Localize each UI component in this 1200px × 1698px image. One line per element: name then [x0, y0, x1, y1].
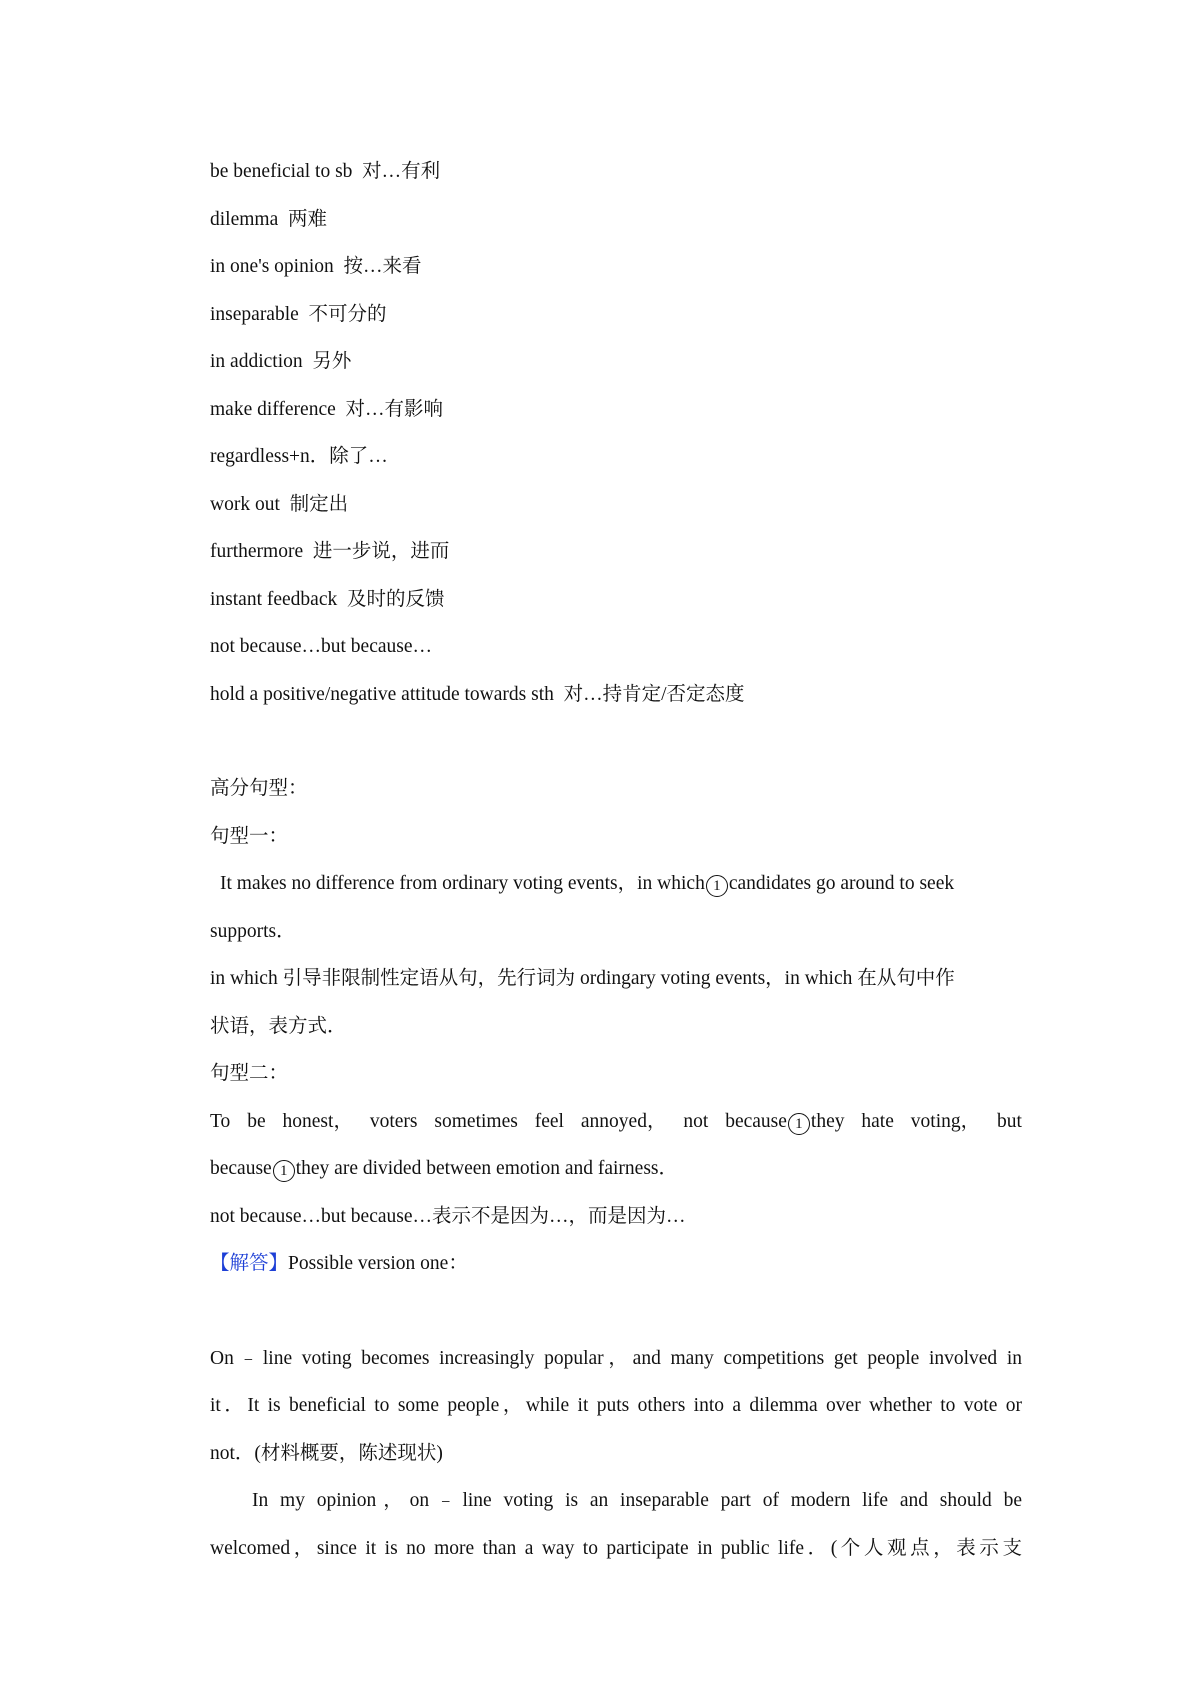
document-body [210, 152, 1022, 1576]
spacer [210, 1292, 1022, 1339]
essay-line: On﹣line voting becomes increasingly popular，and many competitions get people involved in [210, 1347, 1022, 1369]
vocab-en: in one's opinion [210, 256, 334, 277]
sentence-part: they are divided between emotion and fairness． [295, 1158, 679, 1179]
vocab-en: be beneficial to sb [210, 161, 353, 182]
essay-line: it．It is beneficial to some people，while it puts others into a dilemma over whether to vote or [210, 1395, 1022, 1416]
pattern-explanation-cont: 状语，表方式． [210, 1015, 347, 1037]
vocab-en: regardless+n． [210, 446, 330, 467]
essay-line: welcomed，since it is no more than a way to participate in public life．(个人观点，表示支 [210, 1537, 1022, 1559]
word: To [210, 1110, 231, 1132]
vocab-en: hold a positive/negative attitude towards sth [210, 683, 554, 705]
word: voting， [910, 1110, 981, 1132]
circled-number: 1 [706, 875, 728, 897]
answer-heading [210, 1244, 1022, 1292]
pattern-label: 句型一： [210, 825, 289, 847]
answer-intro: Possible version one： [288, 1253, 468, 1274]
pattern-two [210, 1054, 1022, 1244]
vocab-en: dilemma [210, 208, 279, 230]
essay [210, 1339, 1022, 1577]
section-title: 高分句型： [210, 778, 308, 799]
vocab-en: instant feedback [210, 588, 338, 610]
vocab-en: not because…but because… [210, 636, 433, 657]
vocab-item [210, 200, 1022, 248]
vocab-zh: 按…来看 [343, 256, 422, 277]
vocab-en: in addiction [210, 351, 303, 372]
vocab-zh: 两难 [287, 208, 327, 230]
word: feel [534, 1110, 564, 1132]
vocab-zh: 另外 [312, 351, 352, 372]
word: sometimes [434, 1110, 518, 1132]
vocab-zh: 不可分的 [308, 303, 387, 325]
vocab-item [210, 627, 1022, 675]
sentence-part: It makes no difference from ordinary voting events，in which [220, 873, 705, 894]
pattern-sentence-cont: supports． [210, 920, 296, 942]
word: voters [369, 1110, 418, 1132]
vocab-item [210, 247, 1022, 295]
pattern-label: 句型二： [210, 1063, 289, 1084]
pattern-sentence [210, 864, 1022, 912]
essay-line: not．(材料概要，陈述现状) [210, 1442, 443, 1464]
word: they [810, 1110, 845, 1132]
pattern-explanation: in which 引导非限制性定语从句，先行词为 ordingary voting events，in which 在从句中作 [210, 968, 955, 989]
vocab-item [210, 485, 1022, 533]
vocab-item [210, 437, 1022, 485]
circled-number: 1 [788, 1113, 810, 1135]
vocab-item [210, 390, 1022, 438]
vocab-en: work out [210, 493, 280, 515]
answer-tag: 【解答】 [210, 1253, 289, 1274]
vocab-zh: 进一步说，进而 [312, 541, 450, 562]
pattern-sentence-cont [210, 1149, 1022, 1197]
vocab-item [210, 152, 1022, 200]
spacer [210, 722, 1022, 769]
vocab-zh: 对…有利 [362, 161, 441, 182]
word: hate [861, 1110, 894, 1132]
sentence-part: candidates go around to seek [728, 873, 955, 894]
word: be [247, 1110, 266, 1132]
pattern-sentence [210, 1102, 1022, 1150]
sentence-part: because [210, 1158, 272, 1179]
vocab-item [210, 580, 1022, 628]
vocab-zh: 除了… [329, 446, 388, 467]
word: not [683, 1110, 709, 1132]
vocab-list [210, 152, 1022, 722]
word: but [997, 1110, 1022, 1132]
vocab-zh: 及时的反馈 [347, 588, 445, 610]
vocab-item [210, 295, 1022, 343]
word: annoyed， [580, 1110, 667, 1132]
vocab-item [210, 342, 1022, 390]
vocab-en: furthermore [210, 541, 304, 562]
vocab-zh: 对…持肯定/否定态度 [563, 683, 745, 705]
circled-number: 1 [273, 1160, 295, 1182]
vocab-item [210, 532, 1022, 580]
vocab-zh: 对…有影响 [345, 398, 444, 420]
word: honest， [282, 1110, 353, 1132]
essay-line: In my opinion，on﹣line voting is an inseparable part of modern life and should be [252, 1490, 1022, 1511]
vocab-en: inseparable [210, 303, 299, 325]
pattern-explanation: not because…but because…表示不是因为…，而是因为… [210, 1205, 686, 1227]
word-group [725, 1102, 844, 1150]
vocab-item [210, 675, 1022, 723]
word: because [725, 1110, 787, 1132]
pattern-one [210, 817, 1022, 1055]
vocab-zh: 制定出 [289, 493, 349, 515]
vocab-en: make difference [210, 398, 336, 420]
